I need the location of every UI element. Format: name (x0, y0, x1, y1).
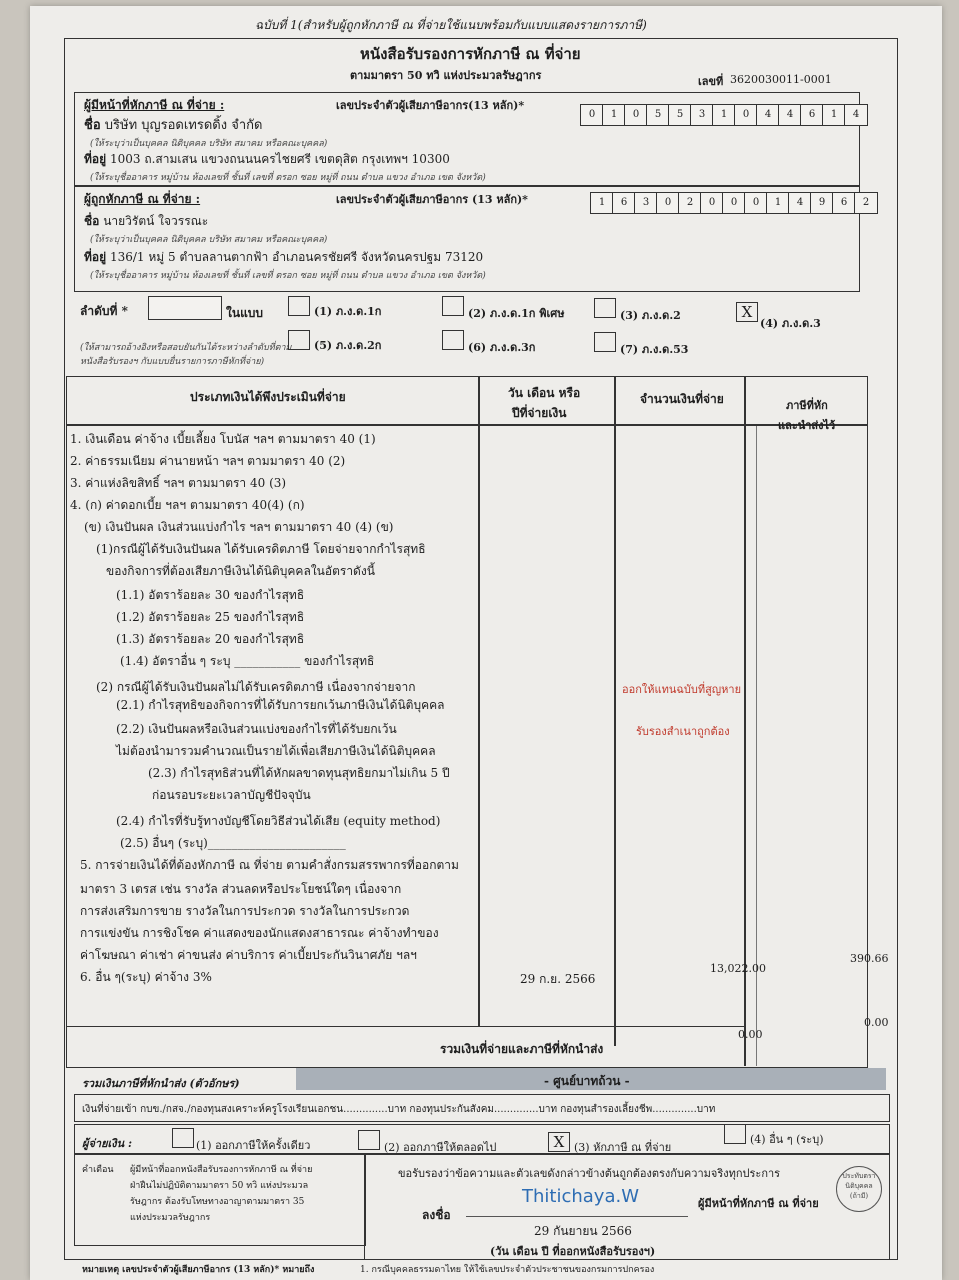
payee-tax-id-label: เลขประจำตัวผู้เสียภาษีอากร (13 หลัก)* (336, 193, 528, 206)
payee-tax-id-digit: 0 (700, 192, 724, 214)
certify-date-hint: (วัน เดือน ปี ที่ออกหนังสือรับรองฯ) (490, 1245, 656, 1258)
warning-label: คำเตือน (82, 1165, 114, 1175)
income-item: (2.1) กำไรสุทธิของกิจการที่ได้รับการยกเว้นภาษีเงินได้นิติบุคคล (116, 698, 445, 712)
income-item: การส่งเสริมการขาย รางวัลในการประกวด รางวัลในการประกวด (80, 904, 410, 918)
form-option-7: (7) ภ.ง.ด.53 (620, 343, 689, 356)
payee-tax-id-digit: 2 (854, 192, 878, 214)
payer-type-option-2: (2) ออกภาษีให้ตลอดไป (384, 1141, 497, 1154)
payee-tax-id-digit: 1 (590, 192, 614, 214)
payer-tax-id-digit: 0 (580, 104, 604, 126)
payer-address: 1003 ถ.สามเสน แขวงถนนนครไชยศรี เขตดุสิต กรุงเทพฯ 10300 (109, 152, 450, 166)
payer-tax-id-digit: 1 (822, 104, 846, 126)
payee-tax-id-digit: 6 (832, 192, 856, 214)
footer-note-label: หมายเหตุ เลขประจำตัวผู้เสียภาษีอากร (13 หลัก)* หมายถึง (82, 1265, 315, 1275)
payer-tax-id-digit: 5 (646, 104, 670, 126)
col-date-header-1: วัน เดือน หรือ (508, 386, 581, 400)
seal-line-2: นิติบุคคล (845, 1182, 873, 1190)
income-item: (2.2) เงินปันผลหรือเงินส่วนแบ่งของกำไรที่ได้รับยกเว้น (116, 722, 397, 736)
income-item: (1.3) อัตราร้อยละ 20 ของกำไรสุทธิ (116, 632, 305, 646)
payee-address-row (84, 248, 483, 267)
form-option-3: (3) ภ.ง.ด.2 (620, 309, 681, 322)
payer-type-option-1: (1) ออกภาษีให้ครั้งเดียว (196, 1139, 311, 1152)
payer-tax-id-digit: 5 (668, 104, 692, 126)
payee-tax-id-digit: 4 (788, 192, 812, 214)
payee-tax-id-digit: 0 (722, 192, 746, 214)
seq-label: ลำดับที่ * (80, 304, 128, 318)
warning-line-2: ฝ่าฝืนไม่ปฏิบัติตามมาตรา 50 ทวิ แห่งประมวล (130, 1181, 309, 1191)
income-item: การแข่งขัน การชิงโชค ค่าแสดงของนักแสดงสาธารณะ ค่าจ้างทำของ (80, 926, 439, 940)
income-item: มาตรา 3 เตรส เช่น รางวัล ส่วนลดหรือประโยชน์ใดๆ เนื่องจาก (80, 882, 402, 896)
payer-name-hint: (ให้ระบุว่าเป็นบุคคล นิติบุคคล บริษัท สมาคม หรือคณะบุคคล) (90, 139, 328, 149)
funds-line: เงินที่จ่ายเข้า กบข./กสจ./กองทุนสงเคราะห์ครูโรงเรียนเอกชน..............บาท กองทุนประกันสังคม..............บาท กองทุนสำรองเลี้ยงชีพ..............บาท (82, 1104, 716, 1115)
payer-tax-id-digit: 1 (712, 104, 736, 126)
income-item: (1.2) อัตราร้อยละ 25 ของกำไรสุทธิ (116, 610, 305, 624)
total-tax: 0.00 (864, 1016, 889, 1029)
form-checkbox-5[interactable] (288, 330, 310, 350)
col-amount-header: จำนวนเงินที่จ่าย (640, 392, 724, 406)
payer-type-option-4: (4) อื่น ๆ (ระบุ) (750, 1133, 824, 1146)
row6-date: 29 ก.ย. 2566 (520, 972, 596, 986)
form-option-1: (1) ภ.ง.ด.1ก (314, 305, 382, 318)
payer-tax-id-digit: 6 (800, 104, 824, 126)
warning-line-1: ผู้มีหน้าที่ออกหนังสือรับรองการหักภาษี ณ ที่จ่าย (130, 1165, 313, 1175)
payer-tax-id-digit: 4 (844, 104, 868, 126)
payer-tax-id-digit: 0 (734, 104, 758, 126)
col-divider-2 (614, 376, 616, 1046)
certificate-paper (30, 6, 942, 1280)
payer-type-checkbox-2[interactable] (358, 1130, 380, 1150)
payee-tax-id-digit: 0 (744, 192, 768, 214)
total-amount: 0.00 (738, 1028, 763, 1041)
form-checkbox-6[interactable] (442, 330, 464, 350)
payer-address-hint: (ให้ระบุชื่ออาคาร หมู่บ้าน ห้องเลขที่ ชั้นที่ เลขที่ ตรอก ซอย หมู่ที่ ถนน ตำบล แขวง อำเภอ เขต จังหวัด) (90, 173, 486, 183)
form-option-6: (6) ภ.ง.ด.3ก (468, 341, 536, 354)
col-date-header-2: ปีที่จ่ายเงิน (512, 406, 567, 420)
doc-no-label: เลขที่ (698, 75, 724, 88)
payee-name-label: ชื่อ (84, 214, 100, 228)
income-item: (2) กรณีผู้ได้รับเงินปันผลไม่ได้รับเครดิตภาษี เนื่องจากจ่ายจาก (96, 680, 416, 694)
payee-address-label: ที่อยู่ (84, 250, 107, 264)
payer-tax-id-digit: 4 (756, 104, 780, 126)
in-form-label: ในแบบ (226, 306, 264, 320)
doc-no: 3620030011-0001 (730, 73, 832, 86)
payer-name-row (84, 114, 262, 135)
seal-line-3: (ถ้ามี) (849, 1192, 869, 1200)
seal-line-1: ประทับตรา (842, 1172, 876, 1180)
income-item: (2.5) อื่นๆ (ระบุ)_______________________ (120, 836, 346, 850)
payee-tax-id-digit: 1 (766, 192, 790, 214)
company-seal (836, 1166, 882, 1212)
seq-input[interactable] (148, 296, 222, 320)
sign-line (466, 1216, 688, 1217)
total-label: รวมเงินที่จ่ายและภาษีที่หักนำส่ง (440, 1042, 604, 1056)
income-item: (ข) เงินปันผล เงินส่วนแบ่งกำไร ฯลฯ ตามมาตรา 40 (4) (ข) (84, 520, 394, 534)
payer-type-option-3: (3) หักภาษี ณ ที่จ่าย (574, 1141, 672, 1154)
table-header-divider (66, 424, 868, 426)
certify-date: 29 กันยายน 2566 (534, 1224, 632, 1238)
payer-address-row (84, 150, 450, 169)
total-row-divider (66, 1026, 746, 1027)
red-note-certified-copy: รับรองสำเนาถูกต้อง (636, 725, 730, 738)
form-title: หนังสือรับรองการหักภาษี ณ ที่จ่าย (360, 45, 581, 63)
warning-line-3: รัษฎากร ต้องรับโทษทางอาญาตามมาตรา 35 (130, 1197, 305, 1207)
income-item: (2.3) กำไรสุทธิส่วนที่ได้หักผลขาดทุนสุทธิยกมาไม่เกิน 5 ปี (148, 766, 450, 780)
payer-type-checkbox-4[interactable] (724, 1124, 746, 1144)
income-item: (1)กรณีผู้ได้รับเงินปันผล ได้รับเครดิตภาษี โดยจ่ายจากกำไรสุทธิ (96, 542, 426, 556)
signer-role: ผู้มีหน้าที่หักภาษี ณ ที่จ่าย (698, 1197, 819, 1210)
words-label: รวมเงินภาษีที่หักนำส่ง (ตัวอักษร) (82, 1077, 240, 1090)
payee-tax-id-digit: 2 (678, 192, 702, 214)
income-item: 4. (ก) ค่าดอกเบี้ย ฯลฯ ตามมาตรา 40(4) (ก) (70, 498, 305, 512)
col-tax-header-2: และนำส่งไว้ (778, 419, 836, 432)
red-note-lost-copy: ออกให้แทนฉบับที่สูญหาย (622, 683, 742, 696)
row6-tax: 390.66 (850, 952, 889, 965)
income-item: (1.4) อัตราอื่น ๆ ระบุ ___________ ของกำไรสุทธิ (120, 654, 375, 668)
payee-name: นายวิรัตน์ ใจวรรณะ (103, 214, 209, 228)
words-value: - ศูนย์บาทถ้วน - (544, 1074, 630, 1088)
payee-tax-id-digit: 0 (656, 192, 680, 214)
payer-tax-id-digit: 1 (602, 104, 626, 126)
payer-tax-id-digit: 3 (690, 104, 714, 126)
col-tax-header-1: ภาษีที่หัก (786, 399, 828, 412)
income-item: 5. การจ่ายเงินได้ที่ต้องหักภาษี ณ ที่จ่าย ตามคำสั่งกรมสรรพากรที่ออกตาม (80, 858, 459, 872)
payee-name-hint: (ให้ระบุว่าเป็นบุคคล นิติบุคคล บริษัท สมาคม หรือคณะบุคคล) (90, 235, 328, 245)
payer-type-checkbox-1[interactable] (172, 1128, 194, 1148)
seq-hint-1: (ให้สามารถอ้างอิงหรือสอบยันกันได้ระหว่างลำดับที่ตาม (80, 343, 292, 353)
certify-text: ขอรับรองว่าข้อความและตัวเลขดังกล่าวข้างต้นถูกต้องตรงกับความจริงทุกประการ (398, 1167, 781, 1180)
payee-address-hint: (ให้ระบุชื่ออาคาร หมู่บ้าน ห้องเลขที่ ชั้นที่ เลขที่ ตรอก ซอย หมู่ที่ ถนน ตำบล แขวง อำเภอ เขต จังหวัด) (90, 271, 486, 281)
sign-label: ลงชื่อ (422, 1208, 451, 1222)
payer-type-checkbox-3[interactable]: X (548, 1132, 570, 1152)
form-option-5: (5) ภ.ง.ด.2ก (314, 339, 382, 352)
col-divider-1 (478, 376, 480, 1026)
seq-hint-2: หนังสือรับรองฯ กับแบบยื่นรายการภาษีหักที่จ่าย) (80, 357, 265, 367)
payer-type-label: ผู้จ่ายเงิน : (82, 1137, 133, 1150)
income-item: ไม่ต้องนำมารวมคำนวณเป็นรายได้เพื่อเสียภาษีเงินได้นิติบุคคล (116, 744, 436, 758)
payer-heading: ผู้มีหน้าที่หักภาษี ณ ที่จ่าย : (84, 98, 225, 112)
row6-amount: 13,022.00 (710, 962, 766, 975)
col-type-header: ประเภทเงินได้พึงประเมินที่จ่าย (190, 390, 346, 404)
payer-address-label: ที่อยู่ (84, 152, 107, 166)
warning-line-4: แห่งประมวลรัษฎากร (130, 1213, 211, 1223)
payee-tax-id-digit: 3 (634, 192, 658, 214)
income-item: 3. ค่าแห่งลิขสิทธิ์ ฯลฯ ตามมาตรา 40 (3) (70, 476, 287, 490)
income-item: 2. ค่าธรรมเนียม ค่านายหน้า ฯลฯ ตามมาตรา 40 (2) (70, 454, 346, 468)
footer-note-text: 1. กรณีบุคคลธรรมดาไทย ให้ใช้เลขประจำตัวประชาชนของกรมการปกครอง (360, 1265, 655, 1275)
income-item: (2.4) กำไรที่รับรู้ทางบัญชีโดยวิธีส่วนได้เสีย (equity method) (116, 814, 441, 828)
form-checkbox-4[interactable]: X (736, 302, 758, 322)
payee-address: 136/1 หมู่ 5 ตำบลลานตากฟ้า อำเภอนครชัยศรี จังหวัดนครปฐม 73120 (109, 250, 484, 264)
income-item: (1.1) อัตราร้อยละ 30 ของกำไรสุทธิ (116, 588, 305, 602)
form-checkbox-2[interactable] (442, 296, 464, 316)
payee-tax-id-digit: 9 (810, 192, 834, 214)
payee-tax-id-digit: 6 (612, 192, 636, 214)
payee-heading: ผู้ถูกหักภาษี ณ ที่จ่าย : (84, 192, 201, 206)
income-item: ก่อนรอบระยะเวลาบัญชีปัจจุบัน (152, 788, 311, 802)
payer-name: บริษัท บุญรอดเทรดดิ้ง จำกัด (104, 118, 263, 133)
form-checkbox-3[interactable] (594, 298, 616, 318)
form-subtitle: ตามมาตรา 50 ทวิ แห่งประมวลรัษฎากร (350, 69, 542, 82)
form-checkbox-7[interactable] (594, 332, 616, 352)
income-item: ค่าโฆษณา ค่าเช่า ค่าขนส่ง ค่าบริการ ค่าเบี้ยประกันวินาศภัย ฯลฯ (80, 948, 417, 962)
payer-tax-id-digit: 0 (624, 104, 648, 126)
signature: Thitichaya.W (522, 1186, 639, 1207)
form-checkbox-1[interactable] (288, 296, 310, 316)
payer-name-label: ชื่อ (84, 118, 101, 133)
payer-tax-id-digit: 4 (778, 104, 802, 126)
payee-name-row (84, 212, 208, 231)
top-note: ฉบับที่ 1(สำหรับผู้ถูกหักภาษี ณ ที่จ่ายใช้แนบพร้อมกับแบบแสดงรายการภาษี) (255, 18, 647, 32)
income-item: 6. อื่น ๆ(ระบุ) ค่าจ้าง 3% (80, 970, 212, 984)
income-item: ของกิจการที่ต้องเสียภาษีเงินได้นิติบุคคลในอัตราดังนี้ (106, 564, 375, 578)
payer-tax-id-label: เลขประจำตัวผู้เสียภาษีอากร(13 หลัก)* (336, 99, 525, 112)
income-item: 1. เงินเดือน ค่าจ้าง เบี้ยเลี้ยง โบนัส ฯลฯ ตามมาตรา 40 (1) (70, 432, 376, 446)
form-option-4: (4) ภ.ง.ด.3 (760, 317, 821, 330)
form-option-2: (2) ภ.ง.ด.1ก พิเศษ (468, 307, 565, 320)
